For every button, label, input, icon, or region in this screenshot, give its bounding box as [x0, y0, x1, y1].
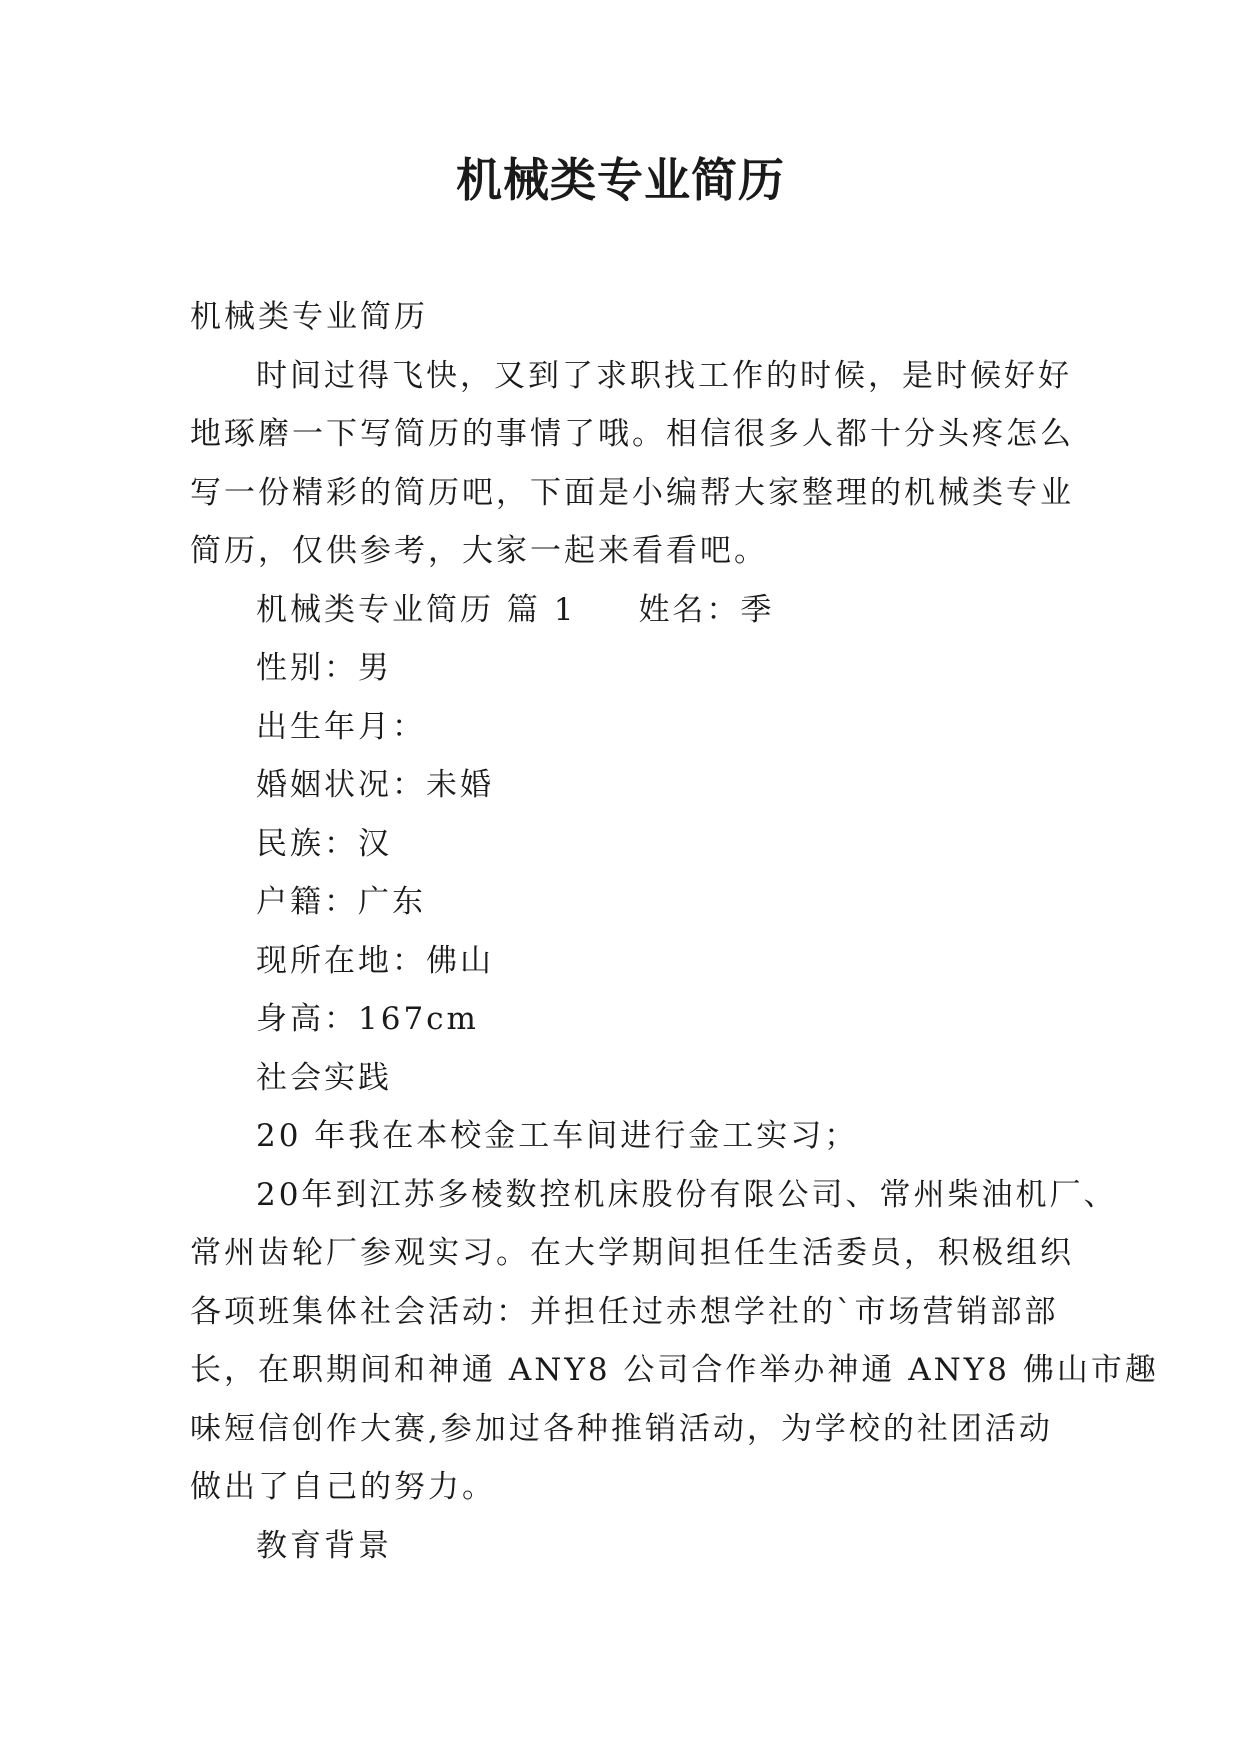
practice-paragraph-line: 各项班集体社会活动：并担任过赤想学社的`市场营销部部	[190, 1293, 1059, 1330]
practice-heading: 社会实践	[256, 1059, 392, 1096]
name-field: 姓名：季	[638, 591, 775, 628]
field-gender: 性别：男	[256, 650, 392, 686]
practice-paragraph-line: 做出了自己的努力。	[190, 1469, 496, 1505]
practice-paragraph-line: 常州齿轮厂参观实习。在大学期间担任生活委员，积极组织	[190, 1235, 1074, 1271]
practice-line: 20 年我在本校金工车间进行金工实习；	[256, 1118, 859, 1154]
field-ethnicity: 民族：汉	[256, 825, 392, 862]
practice-paragraph-line: 20年到江苏多棱数控机床股份有限公司、常州柴油机厂、	[256, 1176, 1118, 1213]
document-body	[190, 288, 1159, 1575]
field-marital-status: 婚姻状况：未婚	[256, 767, 494, 803]
field-household-registration: 户籍：广东	[256, 884, 426, 920]
practice-paragraph-line: 味短信创作大赛,参加过各种推销活动，为学校的社团活动	[190, 1410, 1053, 1447]
field-height: 身高：167cm	[256, 1001, 479, 1037]
field-birth-date: 出生年月：	[256, 708, 426, 745]
section-heading: 机械类专业简历	[190, 299, 428, 335]
practice-paragraph-line: 长，在职期间和神通 ANY8 公司合作举办神通 ANY8 佛山市趣	[190, 1352, 1159, 1388]
intro-line: 时间过得飞快，又到了求职找工作的时候，是时候好好	[256, 357, 1072, 394]
document-title: 机械类专业简历	[456, 153, 785, 207]
resume-header-line	[190, 581, 1060, 640]
field-current-location: 现所在地：佛山	[256, 942, 494, 979]
intro-line: 地琢磨一下写简历的事情了哦。相信很多人都十分头疼怎么	[190, 416, 1074, 452]
education-heading: 教育背景	[256, 1527, 392, 1564]
intro-line: 写一份精彩的简历吧，下面是小编帮大家整理的机械类专业	[190, 474, 1074, 511]
resume-section-label: 机械类专业简历 篇 1	[256, 591, 577, 628]
intro-line: 简历，仅供参考，大家一起来看看吧。	[190, 533, 768, 569]
